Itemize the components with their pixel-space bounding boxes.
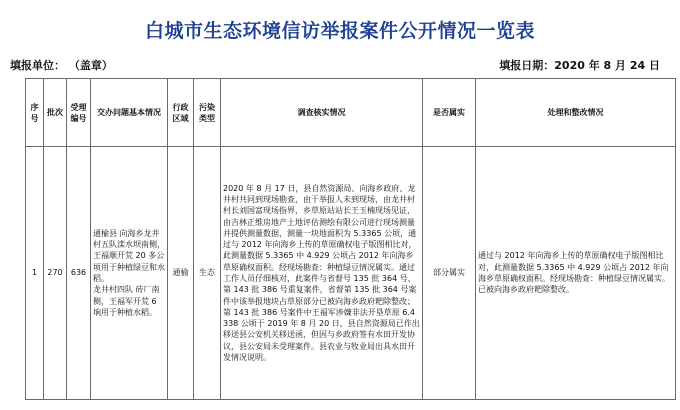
header-investigation: 调查核实情况 [221,79,423,147]
cell-handling: 通过与 2012 年向海乡上传的草原确权电子版图相比对，此测量数据 5.3365 中 4.929 公顷占 2012 年向海乡草原确权面积。经现场勘查：种植绿豆情况属实。已被向海乡政府耙除整改。 [476,147,676,400]
header-verified: 是否属实 [423,79,476,147]
filing-date: 填报日期：2020 年 8 月 24 日 [499,59,660,72]
header-issue: 交办问题基本情况 [91,79,168,147]
cell-seq: 1 [26,147,44,400]
header-batch: 批次 [44,79,67,147]
cell-investigation: 2020 年 8 月 17 日，县自然资源局、向海乡政府、龙井村共同到现场勘查，由于举报人未到现场，由龙井村村长刘国富现场指界，乡草原站站长王玉楠现场见证，由吉林正维房地产土地评估测绘有限公司进行现场测量并提供测量数据，测量一块地面积为 5.3365 公顷，通过与 2012 年向海乡上传的草原确权电子版图相比对，此测量数据 5.3365 中 4.929 公顷占 2012 年向海乡草原确权面积。经现场勘查：种植绿豆情况属实。通过工作人员仔细核对，此案件与省督号 135 批 364 号、第 143 批 386 号重复案件，省督第 135 批 364 号案件中该举报地块占草原部分已被向海乡政府耙除整改；第 143 批 386 号案件中王福军涉嫌非法开垦草原 6.4338 公顷于 2019 年 8 月 20 日，县自然资源局已作出移送县公安机关移送函，但因与乡政府签有水田开发协议，县公安局未受理案件。县农业与牧业局出具水田开发情况说明。 [221,147,423,400]
filing-unit: 填报单位： （盖章） [10,59,113,72]
table-row [26,147,676,400]
cell-accepted-no: 636 [67,147,91,400]
header-accepted-no: 受理编号 [67,79,91,147]
cell-issue: 通榆县 向海乡龙井村五队滦水坝南侧，王福顺开荒 20 多公顷用于种植绿豆和水稻。 龙井村四队 砖厂南侧，王福军开荒 6 垧用于种植水稻。 [91,147,168,400]
header-pollution-type: 污染类型 [194,79,221,147]
cell-batch: 270 [44,147,67,400]
header-seq: 序号 [26,79,44,147]
case-table [25,78,676,400]
page-title: 白城市生态环境信访举报案件公开情况一览表 [144,20,535,42]
table-header-row [26,79,676,147]
header-handling: 处理和整改情况 [476,79,676,147]
header-area: 行政区域 [168,79,194,147]
cell-pollution-type: 生态 [194,147,221,400]
cell-area: 通榆 [168,147,194,400]
cell-verified: 部分属实 [423,147,476,400]
